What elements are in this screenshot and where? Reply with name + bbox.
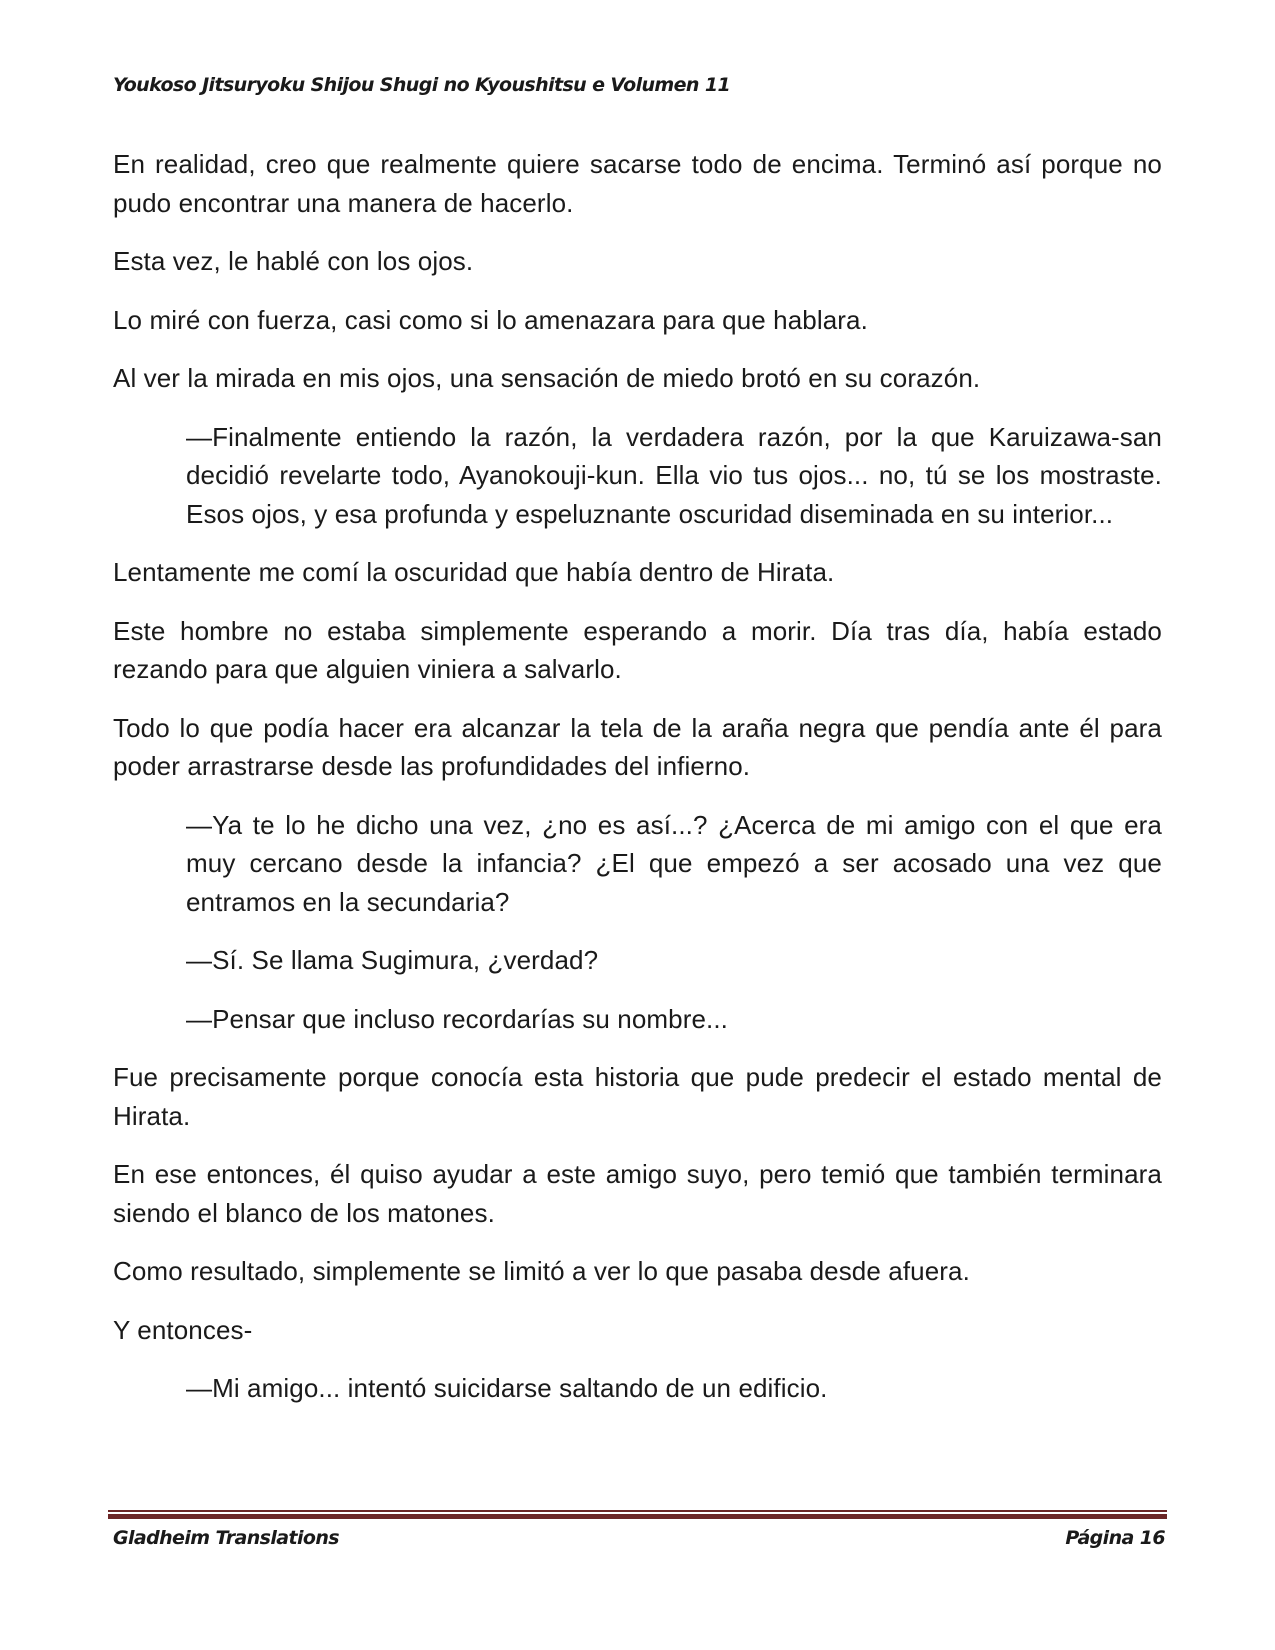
- paragraph: Lentamente me comí la oscuridad que había dentro de Hirata.: [113, 557, 835, 587]
- dialog-paragraph: —Ya te lo he dicho una vez, ¿no es así...? ¿Acerca de mi amigo con el que era muy cercano desde la infancia? ¿El que empezó a ser acosado una vez que entramos en la secundaria?: [186, 809, 1162, 917]
- footer-divider-thick-line: [108, 1514, 1167, 1519]
- page-header-title: Youkoso Jitsuryoku Shijou Shugi no Kyoushitsu e Volumen 11: [113, 74, 731, 96]
- paragraph: Al ver la mirada en mis ojos, una sensación de miedo brotó en su corazón.: [113, 363, 981, 393]
- dialog-paragraph: —Mi amigo... intentó suicidarse saltando de un edificio.: [186, 1373, 828, 1403]
- document-body: [113, 145, 1162, 1428]
- paragraph: Este hombre no estaba simplemente esperando a morir. Día tras día, había estado rezando para que alguien viniera a salvarlo.: [113, 615, 1162, 684]
- paragraph: En realidad, creo que realmente quiere sacarse todo de encima. Terminó así porque no pudo encontrar una manera de hacerlo.: [113, 149, 1162, 218]
- paragraph: Lo miré con fuerza, casi como si lo amenazara para que hablara.: [113, 304, 868, 335]
- paragraph: Esta vez, le hablé con los ojos.: [113, 246, 474, 276]
- footer-translator-credit: Gladheim Translations: [113, 1527, 339, 1549]
- paragraph: Fue precisamente porque conocía esta historia que pude predecir el estado mental de Hirata.: [113, 1062, 1162, 1131]
- footer-divider: [108, 1510, 1167, 1519]
- paragraph: En ese entonces, él quiso ayudar a este amigo suyo, pero temió que también terminara siendo el blanco de los matones.: [113, 1159, 1162, 1228]
- dialog-paragraph: —Finalmente entiendo la razón, la verdadera razón, por la que Karuizawa-san decidió revelarte todo, Ayanokouji-kun. Ella vio tus ojos... no, tú se los mostraste. Esos ojos, y esa profunda y espeluznante oscuridad diseminada en su interior...: [186, 421, 1162, 529]
- footer-page-number: Página 16: [1065, 1527, 1165, 1549]
- paragraph: Y entonces-: [113, 1314, 253, 1345]
- paragraph: Como resultado, simplemente se limitó a ver lo que pasaba desde afuera.: [113, 1256, 970, 1286]
- paragraph: Todo lo que podía hacer era alcanzar la tela de la araña negra que pendía ante él para poder arrastrarse desde las profundidades del infierno.: [113, 712, 1162, 781]
- dialog-paragraph: —Pensar que incluso recordarías su nombre...: [186, 1003, 728, 1034]
- dialog-paragraph: —Sí. Se llama Sugimura, ¿verdad?: [186, 945, 599, 975]
